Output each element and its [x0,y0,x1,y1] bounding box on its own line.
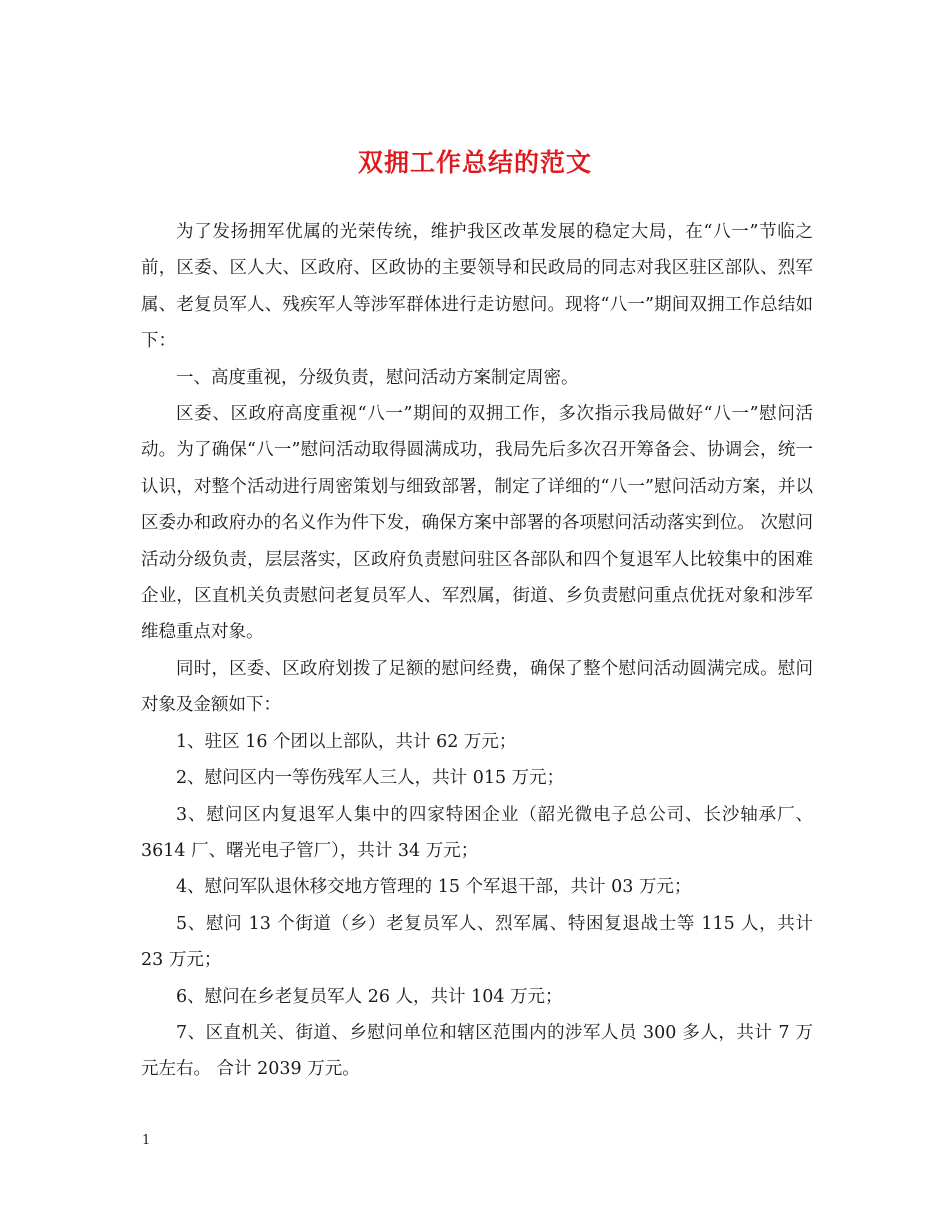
list-item: 3、慰问区内复退军人集中的四家特困企业（韶光微电子总公司、长沙轴承厂、3614 厂、曙光电子管厂），共计 34 万元； [141,804,813,861]
page-number: 1 [142,1133,151,1148]
paragraph-section-heading: 一、高度重视，分级负责，慰问活动方案制定周密。 [176,367,579,388]
list-item: 4、慰问军队退休移交地方管理的 15 个军退干部，共计 03 万元； [176,877,692,898]
document-body [141,214,813,1088]
list-item: 7、区直机关、街道、乡慰问单位和辖区范围内的涉军人员 300 多人，共计 7 万元左右。 合计 2039 万元。 [141,1022,813,1080]
document-title: 双拥工作总结的范文 [357,148,592,177]
paragraph-intro: 为了发扬拥军优属的光荣传统，维护我区改革发展的稳定大局，在“八一”节临之前，区委、区人大、区政府、区政协的主要领导和民政局的同志对我区驻区部队、烈军属、老复员军人、残疾军人等涉军群体进行走访慰问。现将“八一”期间双拥工作总结如下： [141,222,813,352]
list-item: 1、驻区 16 个团以上部队，共计 62 万元； [176,731,517,752]
paragraph-funding: 同时，区委、区政府划拨了足额的慰问经费，确保了整个慰问活动圆满完成。慰问对象及金额如下： [141,658,813,716]
list-item: 2、慰问区内一等伤残军人三人，共计 015 万元； [176,768,565,789]
list-item: 5、慰问 13 个街道（乡）老复员军人、烈军属、特困复退战士等 115 人，共计 23 万元； [141,913,813,971]
list-item: 6、慰问在乡老复员军人 26 人，共计 104 万元； [176,986,563,1007]
paragraph-planning: 区委、区政府高度重视“八一”期间的双拥工作，多次指示我局做好“八一”慰问活动。为了确保“八一”慰问活动取得圆满成功，我局先后多次召开筹备会、协调会，统一认识，对整个活动进行周密策划与细致部署，制定了详细的“八一”慰问活动方案，并以区委办和政府办的名义作为件下发，确保方案中部署的各项慰问活动落实到位。 次慰问活动分级负责，层层落实，区政府负责慰问驻区各部队和四个复退军人比较集中的困难企业，区直机关负责慰问老复员军人、军烈属，街道、乡负责慰问重点优抚对象和涉军维稳重点对象。 [141,404,813,643]
